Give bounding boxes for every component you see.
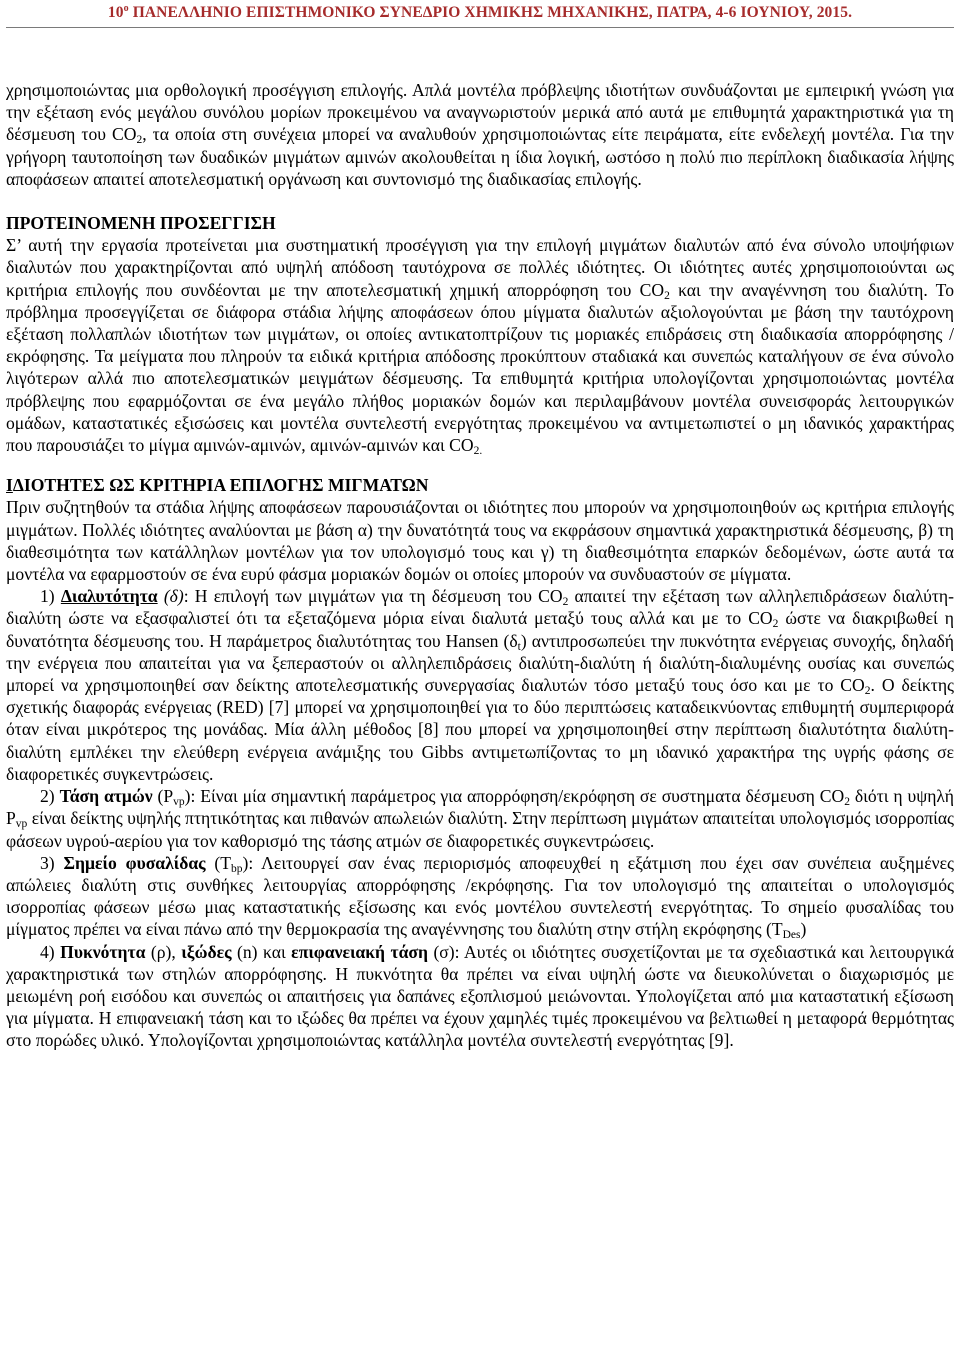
- item-number: 3): [40, 852, 64, 873]
- subscript: 2: [136, 134, 143, 147]
- subscript: 2: [844, 796, 850, 809]
- subscript: t: [517, 640, 521, 653]
- subscript: 2.: [473, 445, 483, 458]
- text-run: απαιτεί την εξέταση των αλληλεπιδράσεων διαλύτη-διαλύτη ώστε να εξασφαλιστεί ότι τα εξεταζόμενα μόρια είναι διαλυτά μεταξύ τους αλλά και με το CO: [6, 586, 954, 629]
- subscript: 2: [664, 289, 670, 302]
- header-ordinal: ο: [123, 3, 129, 14]
- subscript: 2: [772, 618, 779, 631]
- item-bubble-point: [6, 852, 954, 941]
- text-run: ) αντιπροσωπεύει την πυκνότητα ενέργειας συνοχής, δηλαδή την ενέργεια που απαιτείται για να ξεπεραστούν οι αλληλεπιδράσεις διαλύτη-διαλύτη ή διαλύτη-διαλυμένης ουσίας και συνεπώς μπορεί να χρησιμοποιηθεί σαν δείκτης αποτελεσματικής συνεργασίας διαλυτών τόσο μεταξύ τους όσο και με το CO: [6, 630, 954, 696]
- text-run: διότι η υψηλή P: [6, 786, 954, 829]
- text-run: και την αναγέννηση του διαλύτη. Το πρόβλημα προσεγγίζεται σε διάφορα στάδια λήψης αποφάσεων όπου μίγματα διαλυτών αξιολογούνται με βάση την ταυτόχρονη εξέταση πολλαπλών ιδιοτήτων των μιγμάτων, οι οποίες αντικατοπτρίζουν τις μοριακές επιδράσεις στη διαδικασία απορρόφησης / εκρόφησης. Τα μείγματα που πληρούν τα ειδικά κριτήρια απόδοσης προκύπτουν σταδιακά και συνεπώς καταλήγουν σε ένα σύνολο λιγότερων αλλά πιο αποτελεσματικών μειγμάτων δέσμευσης. Τα επιθυμητά κριτήρια υπολογίζονται χρησιμοποιώντας μοντέλα πρόβλεψης που εφαρμόζονται σε ένα μεγάλο πλήθος μοριακών δομών και περιλαμβάνουν μοντέλα συνεισφοράς λειτουργικών ομάδων, καταστατικές εξισώσεις και μοντέλα συντελεστή ενεργότητας προκειμένου να αντιμετωπιστεί ο μη ιδανικός χαρακτήρας που παρουσιάζει το μίγμα αμινών-αμινών, αμινών-αμινών και CO: [6, 279, 954, 456]
- term-bold: Διαλυτότητα: [60, 586, 158, 607]
- subscript: vp: [173, 796, 185, 809]
- text-run: : Η επιλογή των μιγμάτων για τη δέσμευση του CO: [183, 586, 563, 607]
- item-number: 4): [40, 941, 61, 962]
- header-text: ΠΑΝΕΛΛΗΝΙΟ ΕΠΙΣΤΗΜΟΝΙΚΟ ΣΥΝΕΔΡΙΟ ΧΗΜΙΚΗΣ ΜΗΧΑΝΙΚΗΣ, ΠΑΤΡΑ, 4-6 ΙΟΥΝΙΟΥ, 2015.: [128, 4, 853, 22]
- header-number: 10: [107, 4, 124, 22]
- text-run: . Ο δείκτης σχετικής διαφοράς ενέργειας (RED) [7] μπορεί να χρησιμοποιηθεί για το δύο περιπτώσεις καταδεικνύοντας επιθυμητή συμπεριφορά όταν είναι μικρότερος της μονάδας. Μία άλλη μέθοδος [8] που μπορεί να χρησιμοποιηθεί στην περίπτωση διαλυτότητα διαλύτη-διαλύτη εμπλέκει την ελεύθερη ενέργεια ανάμιξης του Gibbs αντιμετωπίζοντας το μη ιδανικό χαρακτήρα της υγρής φάσης σε διαφορετικές συγκεντρώσεις.: [6, 675, 955, 784]
- paragraph-properties-intro: Πριν συζητηθούν τα στάδια λήψης αποφάσεων παρουσιάζονται οι ιδιότητες που μπορούν να χρησιμοποιηθούν ως κριτήρια επιλογής μιγμάτων. Πολλές ιδιότητες αναλύονται με βάση α) την δυνατότητά τους να εκφράσουν σημαντικά χαρακτηριστικά δέσμευσης, β) τη διαθεσιμότητα των κατάλληλων μοντέλων για τον υπολογισμό τους και γ) τη διαθεσιμότητα επαρκών δεδομένων, ώστε αυτά τα μοντέλα να εφαρμοστούν σε ένα ευρύ φάσμα μοριακών δομών οι οποίες μπορούν να συνδυαστούν σε μίγματα.: [6, 497, 954, 585]
- text-run: Σ’ αυτή την εργασία προτείνεται μια συστηματική προσέγγιση για την επιλογή μιγμάτων διαλυτών από ένα σύνολο υποψήφιων διαλυτών που χαρακτηρίζονται από υψηλή απόδοση ταυτόχρονα σε πολλές ιδιότητες. Οι ιδιότητες αυτές χρησιμοποιούνται ως κριτήρια επιλογής που συνδέονται με την αποτελεσματική χημική απορρόφηση του CO: [6, 235, 954, 300]
- item-density-viscosity: [6, 941, 954, 1052]
- text-run: ): Λειτουργεί σαν ένας περιορισμός αποφευχθεί η εξάτμιση που έχει σαν συνέπεια αυξημένες απώλειες διαλύτη στις συνθήκες λειτουργίας απορρόφησης /εκρόφησης. Για τον υπολογισμό της απαιτείται ο υπολογισμός ισορροπίας φάσεων μέσω μιας καταστατικής εξίσωσης και ενός μοντέλου συντελεστή ενεργότητας. Το σημείο φυσαλίδας του μίγματος πρέπει να είναι πάνω από την θερμοκρασία της αναγέννησης του διαλύτη στην στήλη εκρόφησης (T: [6, 852, 954, 940]
- term-bold: επιφανειακή τάση: [291, 941, 428, 962]
- text-run: (P: [152, 786, 174, 807]
- heading-initial: Ι: [6, 475, 13, 496]
- term-bold: Σημείο φυσαλίδας: [63, 852, 206, 873]
- term-bold: ιξώδες: [181, 941, 232, 962]
- term-bold: Τάση ατμών: [59, 786, 153, 807]
- subscript: 2: [864, 685, 871, 698]
- header-rule: [6, 27, 954, 28]
- text-run: χρησιμοποιώντας μια ορθολογική προσέγγιση επιλογής. Απλά μοντέλα πρόβλεψης ιδιοτήτων συνδυάζονται με εμπειρική γνώση για την εξέταση ενός μεγάλου συνόλου μορίων προκειμένου να αναγνωριστούν μερικά από αυτά με επιθυμητά χαρακτηριστικά για τη δέσμευση του CO: [6, 80, 954, 145]
- subscript: 2: [562, 596, 569, 609]
- text-run: (n) και: [231, 941, 292, 962]
- text-run: (ρ),: [145, 941, 182, 962]
- text-run: (σ): Αυτές οι ιδιότητες συσχετίζονται με τα σχεδιαστικά και λειτουργικά χαρακτηριστικά των στηλών απορρόφησης. Η πυκνότητα θα πρέπει να είναι υψηλή ώστε να διευκολύνεται ο διαχωρισμός με μειωμένη ροή εισόδου και συνεπώς οι απαιτήσεις για δαπάνες εξοπλισμού μειώνονται. Υπολογίζεται από μια καταστατική εξίσωση για μίγματα. Η επιφανειακή τάση και το ιξώδες θα πρέπει να έχουν χαμηλές τιμές προκειμένου να βελτιωθεί η μεταφορά θερμότητας στο πορώδες υλικό. Υπολογίζονται χρησιμοποιώντας κατάλληλα μοντέλα συντελεστή ενεργότητας [9].: [6, 941, 954, 1051]
- subscript: Des: [782, 929, 801, 942]
- paragraph-proposed: [6, 234, 954, 456]
- text-run: ): [800, 919, 807, 940]
- item-vapor-pressure: [6, 785, 954, 852]
- paragraph-intro: [6, 79, 954, 190]
- subscript: bp: [231, 862, 243, 875]
- item-number: 2): [40, 786, 60, 807]
- section-heading-proposed: ΠΡΟΤΕΙΝΟΜΕΝΗ ΠΡΟΣΕΓΓΙΣΗ: [6, 213, 276, 234]
- heading-text: ΔΙΟΤΗΤΕΣ ΩΣ ΚΡΙΤΗΡΙΑ ΕΠΙΛΟΓΗΣ ΜΙΓΜΑΤΩΝ: [12, 475, 429, 496]
- text-run: , τα οποία στη συνέχεια μπορεί να αναλυθούν χρησιμοποιώντας είτε πειράματα, είτε ενδελεχή μοντέλα. Για την γρήγορη ταυτοποίηση των δυαδικών μιγμάτων αμινών ακολουθείται η ίδια λογική, ωστόσο η πολύ πιο περίπλοκη διαδικασία λήψης αποφάσεων απαιτεί αποτελεσματική οργάνωση και συντονισμό της διαδικασίας επιλογής.: [6, 124, 954, 189]
- section-heading-properties: [6, 474, 954, 496]
- running-header: [0, 3, 960, 22]
- text-run: ώστε να διακριβωθεί η δυνατότητα δέσμευσης του. Η παράμετρος διαλυτότητας του Hansen (δ: [6, 608, 954, 651]
- item-number: 1): [40, 586, 61, 607]
- symbol: (δ): [157, 586, 184, 607]
- subscript: vp: [15, 818, 28, 831]
- text-run: (T: [205, 852, 232, 873]
- term-bold: Πυκνότητα: [60, 941, 146, 962]
- body-text: [6, 79, 954, 1052]
- text-run: ): Είναι μία σημαντική παράμετρος για απορρόφηση/εκρόφηση σε συστηματα δέσμευση CO: [184, 786, 845, 807]
- text-run: είναι δείκτης υψηλής πτητικότητας και πιθανών απωλειών διαλύτη. Στην περίπτωση μιγμάτων απαιτείται υπολογισμός ισορροπίας φάσεων υγρού-αερίου για τον καθορισμό της τάσης ατμών σε διαφορετικές συγκεντρώσεις.: [6, 808, 954, 851]
- item-solubility: [6, 585, 954, 785]
